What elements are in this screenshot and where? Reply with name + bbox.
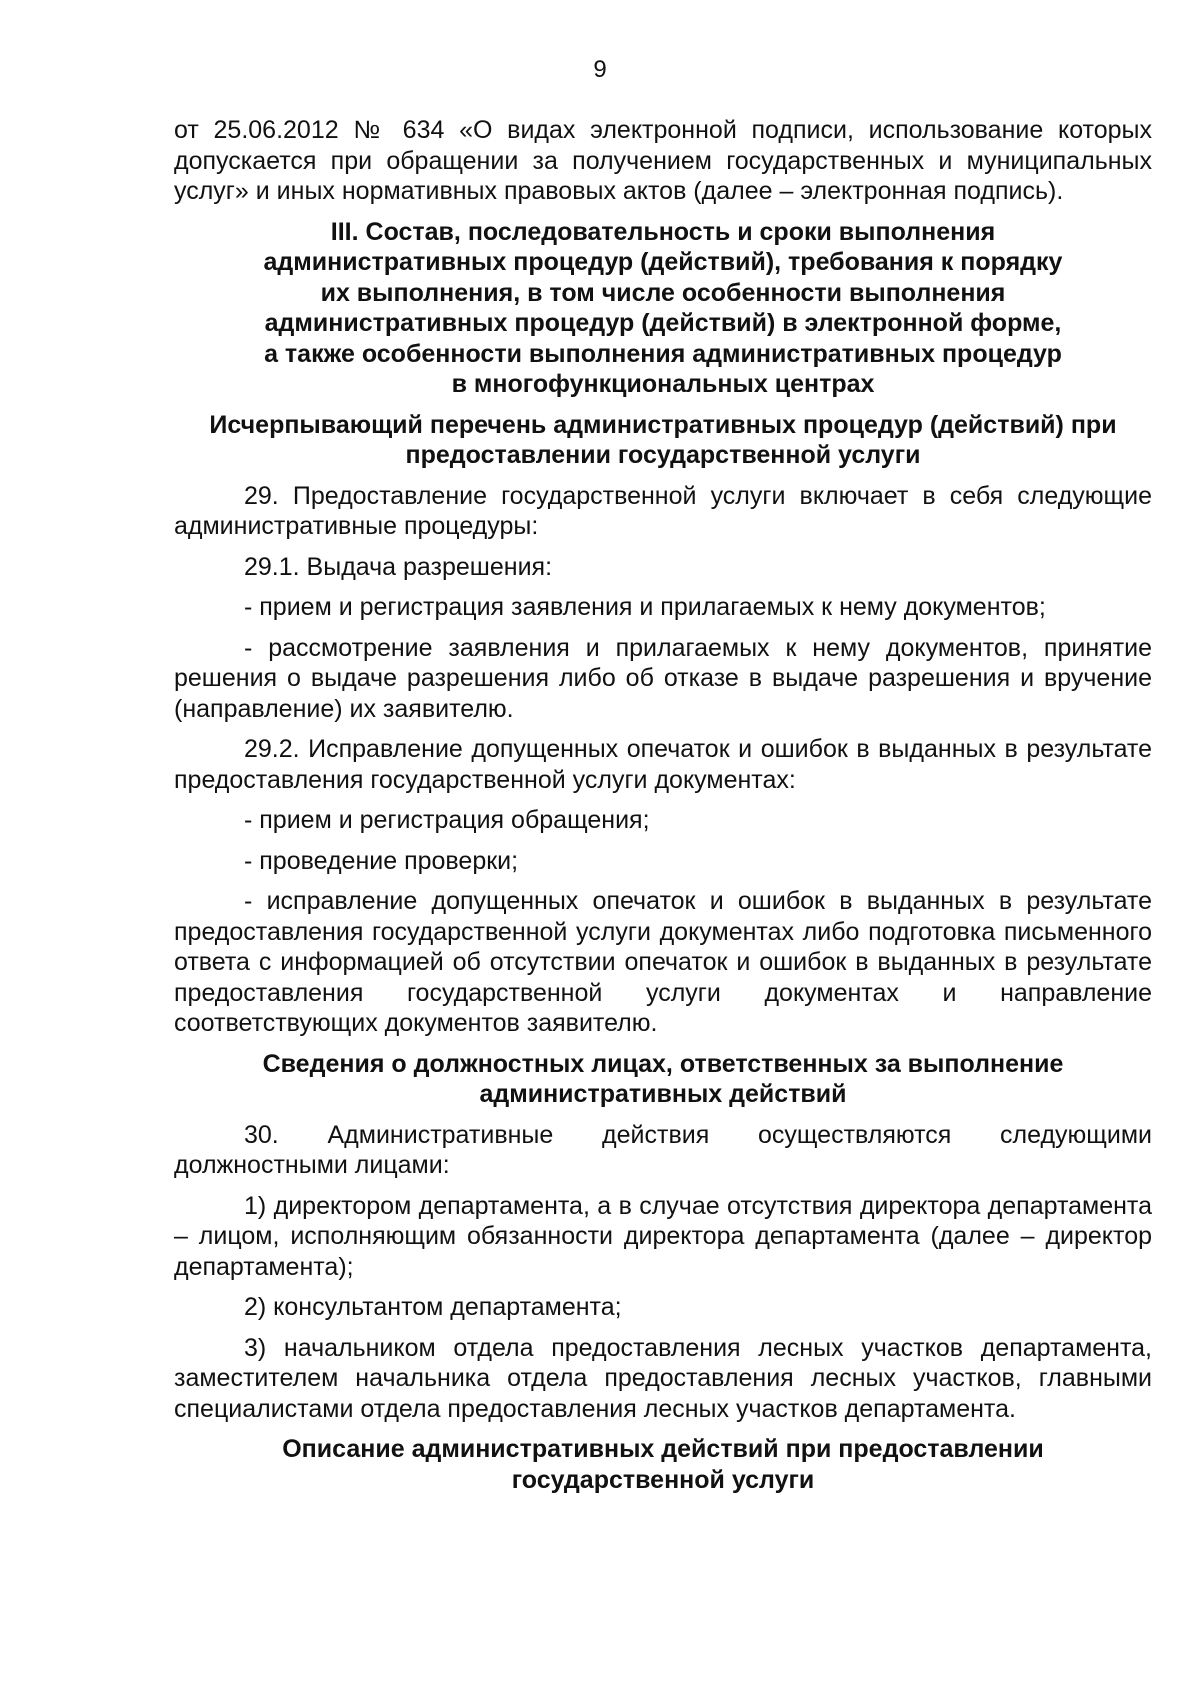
subheading-officials: [174, 1049, 1152, 1110]
subheading-line: Исчерпывающий перечень административных процедур (действий) при: [209, 410, 1117, 439]
subheading-procedures-list: [162, 410, 1164, 471]
list-item-29-2-b: - проведение проверки;: [244, 846, 519, 875]
subheading-line: государственной услуги: [511, 1465, 815, 1494]
section-heading-iii: [214, 217, 1112, 400]
section-heading-line: административных процедур (действий), требования к порядку: [263, 248, 1063, 276]
paragraph-intro: от 25.06.2012 № 634 «О видах электронной подписи, использование которых допускается при обращении за получением государственных и муниципальных услуг» и иных нормативных правовых актов (далее – электронная подпись).: [174, 116, 1152, 205]
list-item-30-1: 1) директором департамента, а в случае отсутствия директора департамента – лицом, исполняющим обязанности директора департамента (далее – директор департамента);: [174, 1191, 1152, 1281]
page-number: 9: [593, 56, 607, 83]
section-heading-line: в многофункциональных центрах: [451, 370, 875, 398]
subheading-line: Сведения о должностных лицах, ответственных за выполнение: [262, 1049, 1064, 1078]
list-item-30-2: 2) консультантом департамента;: [244, 1293, 622, 1321]
subheading-line: Описание административных действий при предоставлении: [282, 1435, 1044, 1463]
paragraph-29: 29. Предоставление государственной услуги включает в себя следующие административные процедуры:: [174, 481, 1152, 540]
list-item-30-3: 3) начальником отдела предоставления лесных участков департамента, заместителем начальника отдела предоставления лесных участков, главными специалистами отдела предоставления лесных участков департамента.: [174, 1333, 1152, 1423]
section-heading-line: а также особенности выполнения административных процедур: [264, 339, 1062, 368]
section-heading-line: их выполнения, в том числе особенности выполнения: [320, 278, 1006, 307]
subheading-line: предоставлении государственной услуги: [405, 441, 921, 469]
subheading-description: [174, 1434, 1152, 1495]
paragraph-30: 30. Административные действия осуществляются следующими должностными лицами:: [174, 1120, 1152, 1179]
paragraph-29-1: 29.1. Выдача разрешения:: [244, 552, 553, 581]
subheading-line: административных действий: [479, 1080, 847, 1108]
section-heading-line: административных процедур (действий) в электронной форме,: [264, 309, 1062, 337]
list-item-29-2-c: - исправление допущенных опечаток и ошибок в выданных в результате предоставления государственной услуги документах либо подготовка письменного ответа с информацией об отсутствии опечаток и ошибок в выданных в результате предоставления государственной услуги документах и направление соответствующих документов заявителю.: [174, 887, 1152, 1037]
paragraph-29-2: 29.2. Исправление допущенных опечаток и ошибок в выданных в результате предоставления государственной услуги документах:: [174, 735, 1152, 794]
list-item-29-1-a: - прием и регистрация заявления и прилагаемых к нему документов;: [244, 593, 1046, 621]
section-heading-line: III. Состав, последовательность и сроки выполнения: [330, 217, 996, 246]
list-item-29-1-b: - рассмотрение заявления и прилагаемых к нему документов, принятие решения о выдаче разрешения либо об отказе в выдаче разрешения и вручение (направление) их заявителю.: [174, 633, 1152, 723]
document-body: [174, 115, 1152, 1495]
list-item-29-2-a: - прием и регистрация обращения;: [244, 806, 650, 834]
